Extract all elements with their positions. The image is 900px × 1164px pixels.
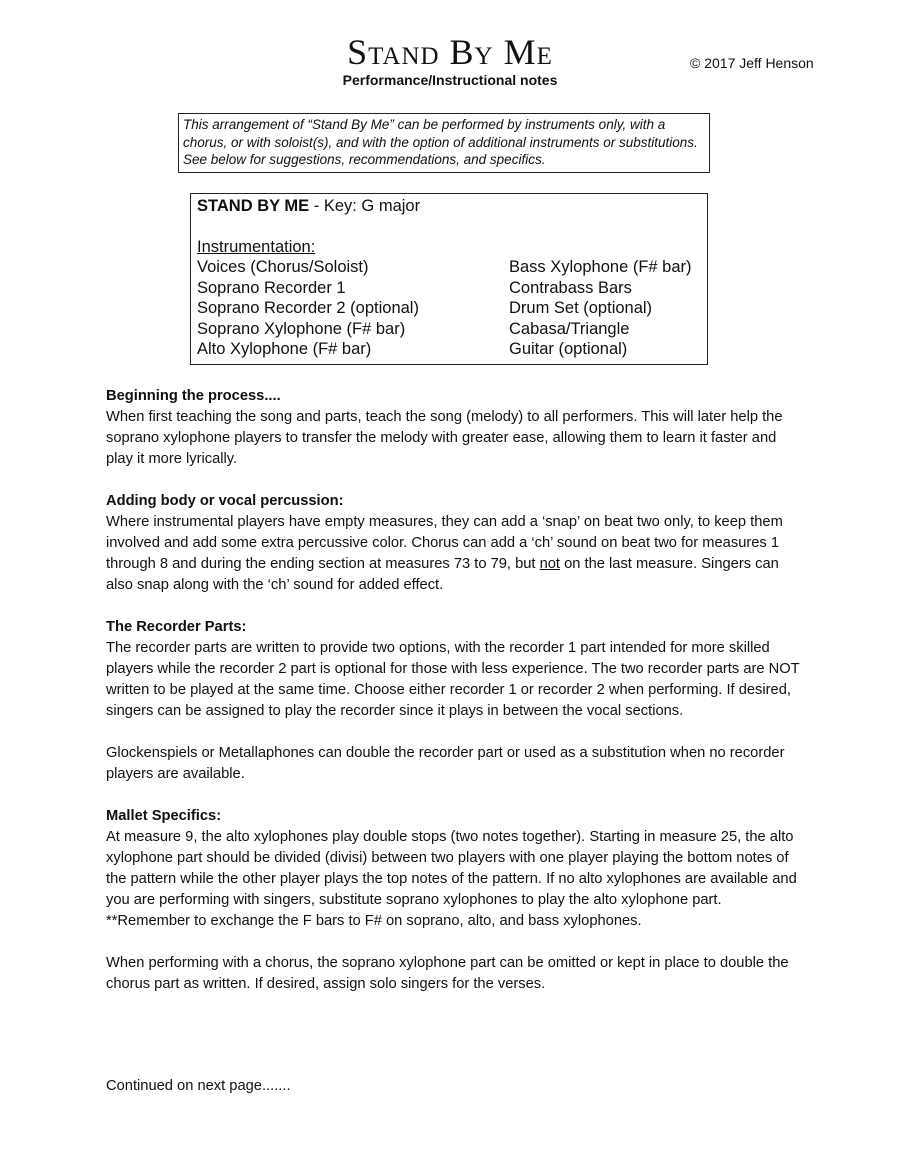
intro-box [178,113,710,173]
instrument-item: Alto Xylophone (F# bar) [197,340,372,359]
instrument-item: Soprano Recorder 1 [197,278,346,297]
instrument-item: Contrabass Bars [509,278,632,297]
section-heading: Beginning the process.... [106,388,281,404]
instrument-item: Bass Xylophone (F# bar) [509,258,692,276]
notes-body [106,386,806,1016]
section-mallet [106,806,806,995]
section-text: The recorder parts are written to provide two options, with the recorder 1 part intended for more skilled players while the recorder 2 part is optional for those with less experience. The two recorder parts are NOT written to be played at the same time. Choose either recorder 1 or recorder 2 when performing. If desired, singers can be assigned to play the recorder since it plays in between the vocal sections. [106,640,800,719]
instrument-item: Soprano Recorder 2 (optional) [197,299,419,318]
instrument-item: Cabasa/Triangle [509,319,630,338]
instrumentation-label: Instrumentation: [197,238,316,256]
emphasis-not: not [539,556,561,572]
section-percussion [106,491,806,596]
section-text-part: on the last measure. Singers can also snap along with the ‘ch’ sound for added effect. [106,556,779,593]
instrument-list-left [197,257,497,360]
instrument-list-right [509,257,709,360]
song-title: STAND BY ME [197,197,310,215]
song-key-line [197,196,420,217]
section-text [106,514,783,593]
section-heading: Mallet Specifics: [106,808,222,824]
instrumentation-box [190,193,708,365]
section-text-2: When performing with a chorus, the soprano xylophone part can be omitted or kept in place to double the chorus part as written. If desired, assign solo singers for the verses. [106,955,789,992]
section-text-part: Where instrumental players have empty measures, they can add a ‘snap’ on beat two only, to keep them involved and add some extra percussive color. Chorus can add a ‘ch’ sound on beat two for measures 1 through 8 and during the ending section at measures 73 to 79, but [106,514,783,572]
section-heading: The Recorder Parts: [106,619,247,635]
page-subtitle: Performance/Instructional notes [342,72,558,88]
section-text: When first teaching the song and parts, teach the song (melody) to all performers. This will later help the soprano xylophone players to transfer the melody with greater ease, allowing them to learn it faster and play it more lyrically. [106,409,783,467]
section-beginning [106,386,806,470]
instrument-item: Soprano Xylophone (F# bar) [197,319,406,338]
section-recorder [106,617,806,785]
song-key: - Key: G major [309,197,421,215]
instrument-item: Voices (Chorus/Soloist) [197,258,369,276]
intro-text: This arrangement of “Stand By Me” can be performed by instruments only, with a chorus, or with soloist(s), and with the option of additional instruments or substitutions. See below for suggestions, recommendations, and specifics. [183,117,698,167]
section-text: At measure 9, the alto xylophones play double stops (two notes together). Starting in measure 25, the alto xylophone part should be divided (divisi) between two players with one player playing the bottom notes of the pattern while the other player plays the top notes of the pattern. If no alto xylophones are available and you are performing with singers, substitute soprano xylophones to play the alto xylophone part. **Remember to exchange the F bars to F# on soprano, alto, and bass xylophones. [106,829,797,929]
page-title: Stand By Me [347,32,553,72]
instrument-item: Guitar (optional) [509,340,628,359]
continued-note: Continued on next page....... [106,1078,291,1094]
copyright-notice: © 2017 Jeff Henson [690,55,814,71]
section-text-2: Glockenspiels or Metallaphones can double the recorder part or used as a substitution when no recorder players are available. [106,745,785,782]
section-heading: Adding body or vocal percussion: [106,493,344,509]
instrument-item: Drum Set (optional) [509,299,653,318]
